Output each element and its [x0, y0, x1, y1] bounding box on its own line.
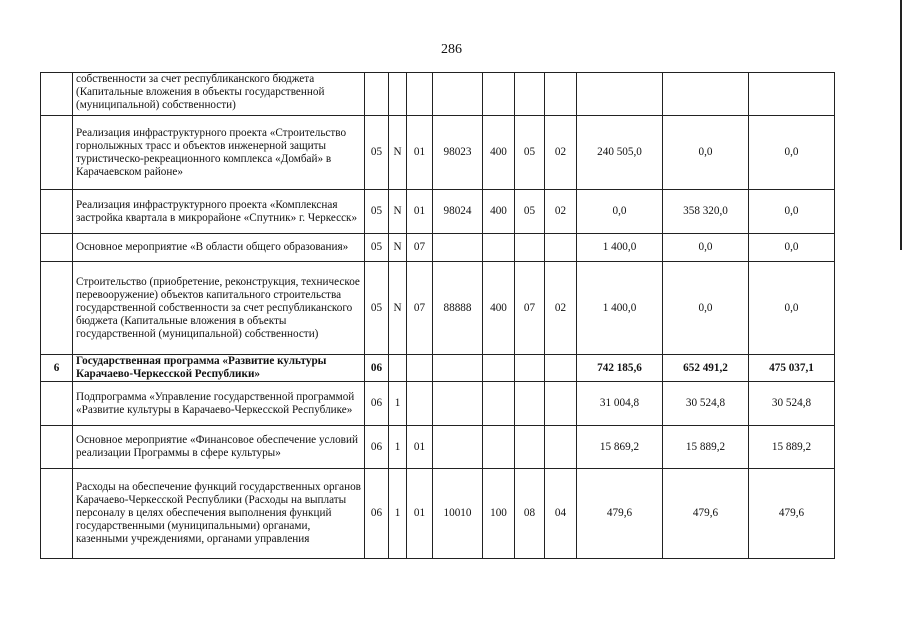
table-row: [41, 190, 835, 234]
code-event: [407, 73, 433, 116]
code-expense-type: [483, 355, 515, 382]
code-section: 05: [515, 116, 545, 190]
code-program: 05: [365, 234, 389, 262]
code-program: 06: [365, 426, 389, 469]
row-index: [41, 73, 73, 116]
table-row: [41, 262, 835, 355]
code-subprogram: N: [389, 190, 407, 234]
table-row: [41, 426, 835, 469]
code-direction: 98024: [433, 190, 483, 234]
row-name: Строительство (приобретение, реконструкция, техническое перевооружение) объектов капитального строительства государственной собственности за счет республиканского бюджета (Капитальные вложения в объекты государственной (муниципальной) собственности): [73, 262, 365, 355]
table-row: [41, 234, 835, 262]
row-index: 6: [41, 355, 73, 382]
code-program: 06: [365, 382, 389, 426]
code-section: [515, 382, 545, 426]
amount-year-3: 30 524,8: [749, 382, 835, 426]
amount-year-3: 0,0: [749, 116, 835, 190]
code-subsection: 02: [545, 116, 577, 190]
code-program: 05: [365, 116, 389, 190]
row-index: [41, 116, 73, 190]
amount-year-1: 31 004,8: [577, 382, 663, 426]
amount-year-1: 0,0: [577, 190, 663, 234]
code-event: 01: [407, 190, 433, 234]
code-event: 01: [407, 116, 433, 190]
code-subprogram: N: [389, 234, 407, 262]
code-expense-type: 400: [483, 116, 515, 190]
amount-year-1: 742 185,6: [577, 355, 663, 382]
code-expense-type: 400: [483, 190, 515, 234]
code-program: 06: [365, 355, 389, 382]
code-event: 01: [407, 469, 433, 559]
amount-year-2: 479,6: [663, 469, 749, 559]
amount-year-1: [577, 73, 663, 116]
code-direction: [433, 73, 483, 116]
amount-year-2: [663, 73, 749, 116]
code-expense-type: [483, 73, 515, 116]
amount-year-2: 0,0: [663, 234, 749, 262]
table-row: [41, 355, 835, 382]
code-program: 06: [365, 469, 389, 559]
row-index: [41, 234, 73, 262]
code-subprogram: 1: [389, 426, 407, 469]
amount-year-3: [749, 73, 835, 116]
code-direction: 10010: [433, 469, 483, 559]
amount-year-2: 652 491,2: [663, 355, 749, 382]
amount-year-1: 15 869,2: [577, 426, 663, 469]
code-expense-type: 100: [483, 469, 515, 559]
amount-year-3: 0,0: [749, 190, 835, 234]
row-name: собственности за счет республиканского бюджета (Капитальные вложения в объекты государственной (муниципальной) собственности): [73, 73, 365, 116]
row-name: Основное мероприятие «Финансовое обеспечение условий реализации Программы в сфере культуры»: [73, 426, 365, 469]
page-number: 286: [441, 42, 462, 57]
code-event: 01: [407, 426, 433, 469]
row-index: [41, 262, 73, 355]
row-name: Расходы на обеспечение функций государственных органов Карачаево-Черкесской Республики (Расходы на выплаты персоналу в целях обеспечения выполнения функций государственными (муниципальными) органами, казенными учреждениями, органами управления: [73, 469, 365, 559]
table-row: [41, 469, 835, 559]
amount-year-3: 0,0: [749, 262, 835, 355]
code-event: [407, 382, 433, 426]
code-direction: 88888: [433, 262, 483, 355]
amount-year-2: 0,0: [663, 116, 749, 190]
code-program: 05: [365, 262, 389, 355]
code-direction: [433, 382, 483, 426]
code-subsection: [545, 234, 577, 262]
code-subsection: 02: [545, 262, 577, 355]
code-section: [515, 426, 545, 469]
row-name: Основное мероприятие «В области общего образования»: [73, 234, 365, 262]
code-section: 05: [515, 190, 545, 234]
amount-year-2: 0,0: [663, 262, 749, 355]
row-name: Подпрограмма «Управление государственной программой «Развитие культуры в Карачаево-Черкесской Республике»: [73, 382, 365, 426]
code-subprogram: 1: [389, 382, 407, 426]
table-row: [41, 73, 835, 116]
table-row: [41, 382, 835, 426]
code-program: 05: [365, 190, 389, 234]
row-name: Реализация инфраструктурного проекта «Комплексная застройка квартала в микрорайоне «Спутник» г. Черкесск»: [73, 190, 365, 234]
code-program: [365, 73, 389, 116]
code-expense-type: [483, 382, 515, 426]
amount-year-1: 1 400,0: [577, 234, 663, 262]
code-event: 07: [407, 262, 433, 355]
code-section: 07: [515, 262, 545, 355]
code-subsection: [545, 73, 577, 116]
scan-edge-line: [900, 0, 902, 250]
code-section: 08: [515, 469, 545, 559]
amount-year-3: 479,6: [749, 469, 835, 559]
code-subsection: 02: [545, 190, 577, 234]
code-subprogram: [389, 355, 407, 382]
amount-year-1: 479,6: [577, 469, 663, 559]
row-name: Государственная программа «Развитие культуры Карачаево-Черкесской Республики»: [73, 355, 365, 382]
code-subsection: [545, 382, 577, 426]
code-expense-type: [483, 426, 515, 469]
amount-year-1: 1 400,0: [577, 262, 663, 355]
code-subsection: [545, 355, 577, 382]
amount-year-3: 0,0: [749, 234, 835, 262]
row-index: [41, 469, 73, 559]
row-index: [41, 426, 73, 469]
code-event: 07: [407, 234, 433, 262]
amount-year-2: 15 889,2: [663, 426, 749, 469]
amount-year-1: 240 505,0: [577, 116, 663, 190]
code-subprogram: [389, 73, 407, 116]
code-direction: [433, 234, 483, 262]
code-section: [515, 355, 545, 382]
code-subprogram: N: [389, 116, 407, 190]
row-name: Реализация инфраструктурного проекта «Строительство горнолыжных трасс и объектов инженерной защиты туристическо-рекреационного комплекса «Домбай» в Карачаевском районе»: [73, 116, 365, 190]
amount-year-2: 30 524,8: [663, 382, 749, 426]
amount-year-3: 15 889,2: [749, 426, 835, 469]
row-index: [41, 190, 73, 234]
row-index: [41, 382, 73, 426]
code-subprogram: 1: [389, 469, 407, 559]
code-direction: 98023: [433, 116, 483, 190]
code-subprogram: N: [389, 262, 407, 355]
amount-year-2: 358 320,0: [663, 190, 749, 234]
table-row: [41, 116, 835, 190]
code-expense-type: 400: [483, 262, 515, 355]
code-subsection: 04: [545, 469, 577, 559]
code-event: [407, 355, 433, 382]
code-section: [515, 234, 545, 262]
amount-year-3: 475 037,1: [749, 355, 835, 382]
budget-table: [40, 72, 835, 559]
code-direction: [433, 355, 483, 382]
code-section: [515, 73, 545, 116]
code-subsection: [545, 426, 577, 469]
code-direction: [433, 426, 483, 469]
code-expense-type: [483, 234, 515, 262]
